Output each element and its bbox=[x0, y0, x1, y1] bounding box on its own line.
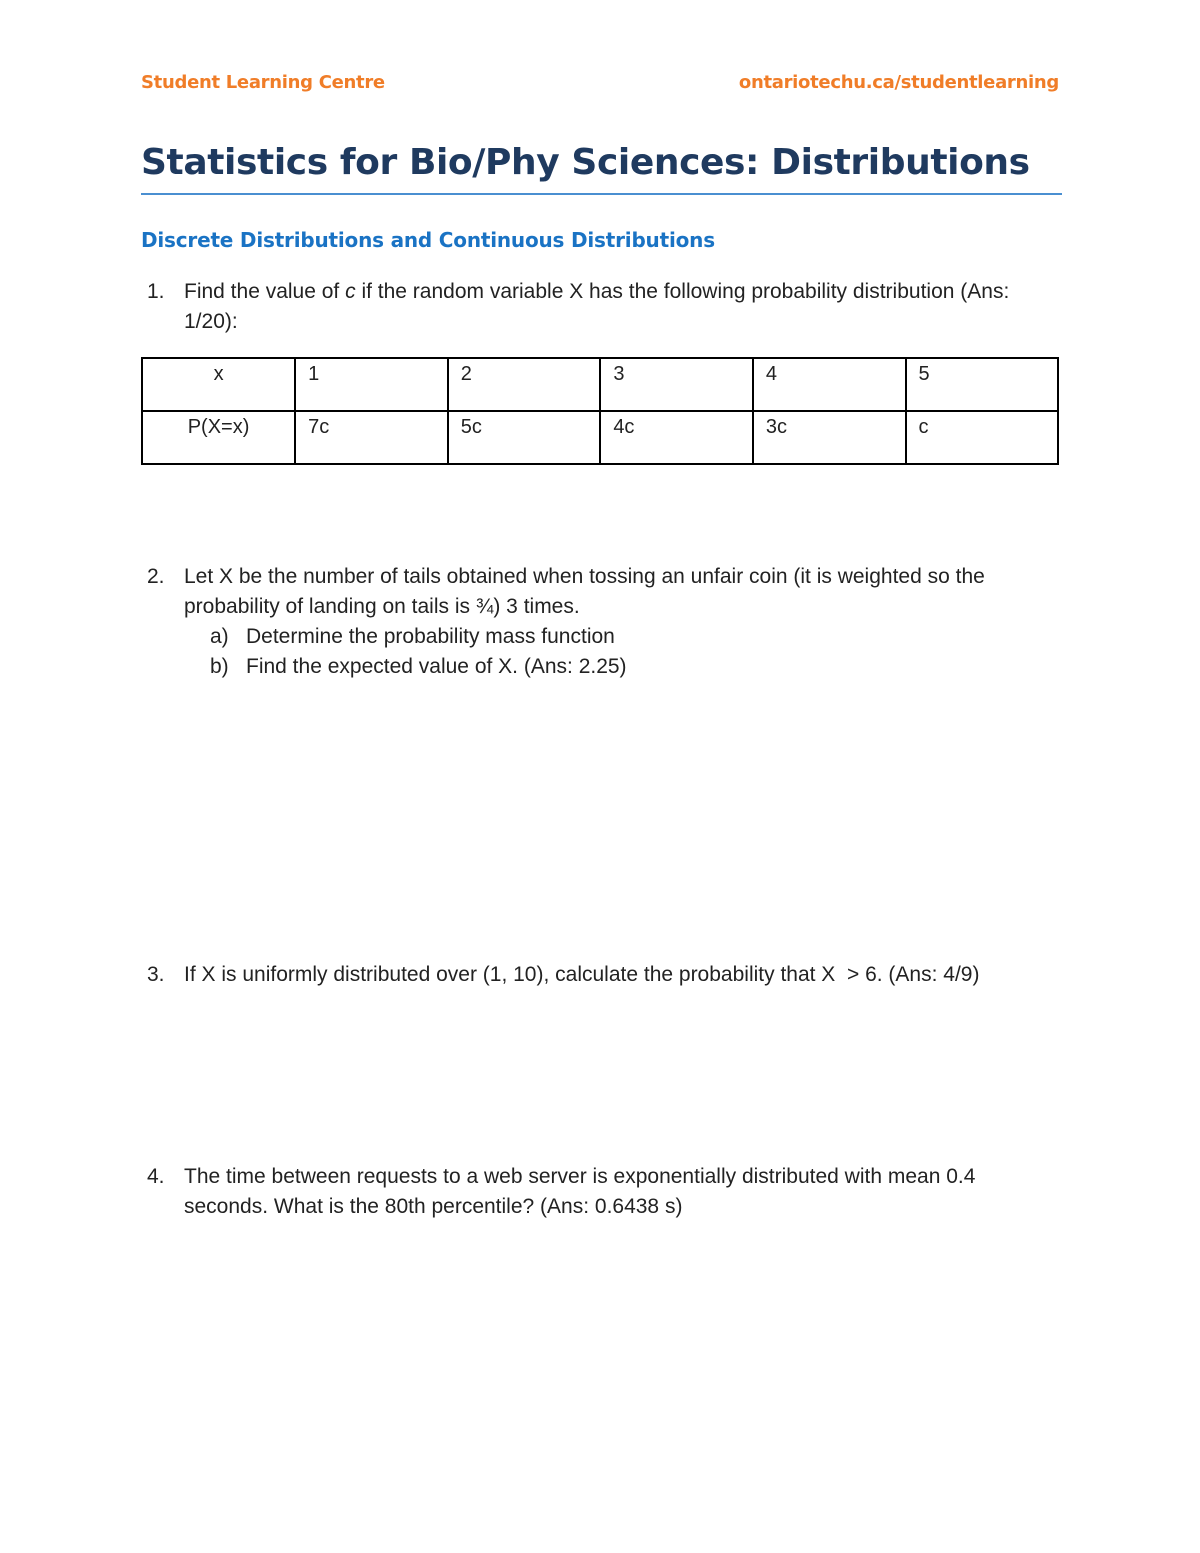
table-cell: 1 bbox=[295, 358, 448, 411]
question-part-b bbox=[210, 652, 1052, 682]
section-heading: Discrete Distributions and Continuous Distributions bbox=[141, 228, 715, 252]
table-cell: 4c bbox=[600, 411, 753, 464]
question-text: Find the value of c if the random variable X has the following probability distribution (Ans: 1/20): bbox=[184, 280, 1010, 333]
variable-c: c bbox=[345, 280, 356, 303]
part-text: Determine the probability mass function bbox=[246, 625, 615, 648]
question-1 bbox=[147, 277, 1052, 337]
question-number: 1. bbox=[147, 280, 165, 303]
question-text: If X is uniformly distributed over (1, 10), calculate the probability that X > 6. (Ans: 4/9) bbox=[184, 963, 980, 986]
page-title: Statistics for Bio/Phy Sciences: Distributions bbox=[141, 142, 1030, 183]
table-cell: 4 bbox=[753, 358, 906, 411]
part-text: Find the expected value of X. (Ans: 2.25) bbox=[246, 655, 627, 678]
table-cell: 7c bbox=[295, 411, 448, 464]
question-number: 3. bbox=[147, 963, 165, 986]
header-website[interactable]: ontariotechu.ca/studentlearning bbox=[738, 72, 1059, 93]
part-letter: b) bbox=[210, 655, 229, 678]
question-number: 4. bbox=[147, 1165, 165, 1188]
table-cell: c bbox=[906, 411, 1059, 464]
header-centre-name: Student Learning Centre bbox=[141, 72, 385, 93]
table-cell: 5 bbox=[906, 358, 1059, 411]
table-cell: P(X=x) bbox=[142, 411, 295, 464]
table-row bbox=[142, 411, 1058, 464]
question-4 bbox=[147, 1162, 1052, 1222]
question-2 bbox=[147, 562, 1052, 682]
table-cell: 2 bbox=[448, 358, 601, 411]
table-cell: 3c bbox=[753, 411, 906, 464]
question-text: Let X be the number of tails obtained when tossing an unfair coin (it is weighted so the probability of landing on tails is ¾) 3 times. bbox=[184, 565, 985, 618]
table-cell: x bbox=[142, 358, 295, 411]
table-row bbox=[142, 358, 1058, 411]
question-text: The time between requests to a web server is exponentially distributed with mean 0.4 seconds. What is the 80th percentile? (Ans: 0.6438 s) bbox=[184, 1165, 976, 1218]
question-3 bbox=[147, 960, 1052, 990]
question-number: 2. bbox=[147, 565, 165, 588]
probability-table bbox=[141, 357, 1059, 465]
table-cell: 3 bbox=[600, 358, 753, 411]
question-part-a bbox=[210, 622, 1052, 652]
table-cell: 5c bbox=[448, 411, 601, 464]
part-letter: a) bbox=[210, 625, 229, 648]
title-divider bbox=[141, 193, 1062, 195]
